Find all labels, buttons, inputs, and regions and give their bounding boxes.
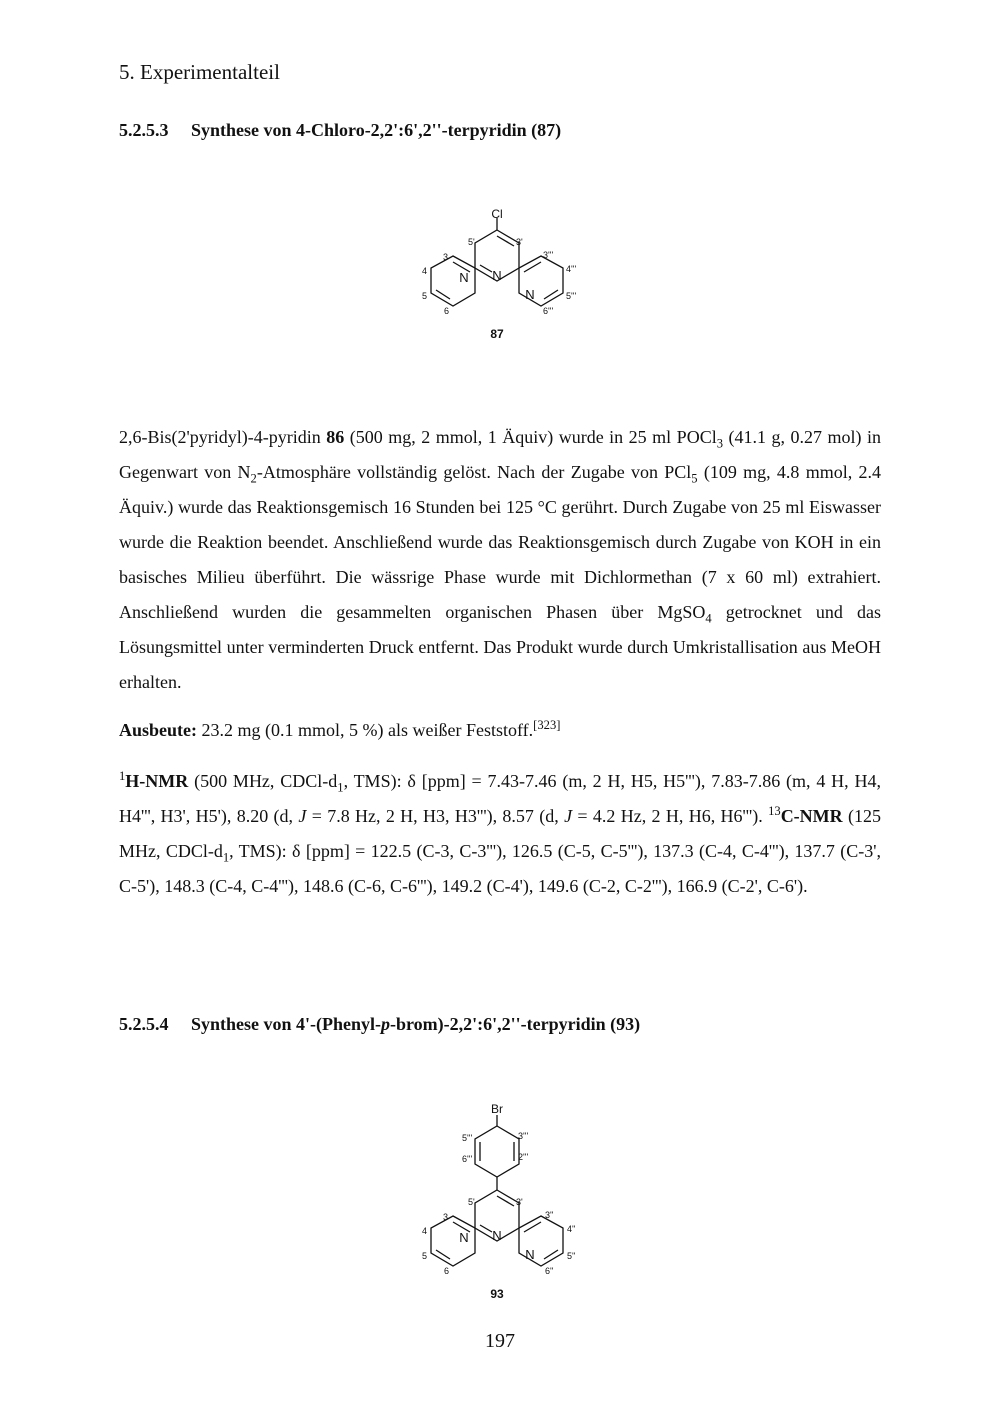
locant-3-triple-prime: 3''' <box>518 1131 529 1141</box>
section-number: 5.2.5.3 <box>119 120 169 140</box>
section-number: 5.2.5.4 <box>119 1014 169 1034</box>
n-right-atom: N <box>525 1247 535 1262</box>
locant-4-double-prime: 4'' <box>567 1224 576 1234</box>
phenyl-ring <box>475 1126 519 1177</box>
locant-4-triple-prime: 4''' <box>566 264 577 274</box>
locant-2-triple-prime: 2''' <box>518 1152 529 1162</box>
locant-5-double-prime: 5'' <box>567 1251 576 1261</box>
locant-6: 6 <box>444 1266 450 1276</box>
chlorine-atom: Cl <box>491 207 503 221</box>
locant-6-triple-prime: 6''' <box>543 306 554 316</box>
n-center-atom: N <box>492 1228 502 1243</box>
page-number: 197 <box>485 1330 515 1352</box>
section-heading-text: Synthese von 4'-(Phenyl-p-brom)-2,2':6',2''-terpyridin (93) <box>191 1014 641 1034</box>
locant-5-triple-prime: 5''' <box>462 1133 473 1143</box>
n-left-atom: N <box>459 1230 469 1245</box>
locant-3-triple-prime: 3''' <box>543 250 554 260</box>
procedure-paragraph: 2,6-Bis(2'pyridyl)-4-pyridin 86 (500 mg, 2 mmol, 1 Äquiv) wurde in 25 ml POCl$_3$ (41.1 g, 0.27 mol) in Gegenwart von $N_2$-Atmosphäre vollständig gelöst. Nach der Zugabe von PCl$_5$ (109 mg, 4.8 mmol, 2.4 Äquiv.) wurde das Reaktionsgemisch 16 Stunden bei 125 °C gerührt. Durch Zugabe von 25 ml Eiswasser wurde die Reaktion beendet. Anschließend wurde das Reaktionsgemisch durch Zugabe von KOH in ein basisches Milieu überführt. Die wässrige Phase wurde mit Dichlormethan (7 x 60 ml) extrahiert. Anschließend wurden die gesammelten organischen Phasen über MgSO$_4$ getrocknet und das Lösungsmittel unter verminderten Druck entfernt. Das Produkt wurde durch Umkristallisation aus MeOH erhalten. <box>119 427 882 692</box>
nmr-paragraph: $^1$H-NMR (500 MHz, CDCl-$d_1$, TMS): δ [ppm] = 7.43-7.46 (m, 2 H, H5, H5'''), 7.83-7.86 (m, 4 H, H4, H4''', H3', H5'), 8.20 (d, J = 7.8 Hz, 2 H, H3, H3'''), 8.57 (d, J = 4.2 Hz, 2 H, H6, H6'''). $^{13}$C-NMR (125 MHz, CDCl-$d_1$, TMS): δ [ppm] = 122.5 (C-3, C-3'''), 126.5 (C-5, C-5'''), 137.3 (C-4, C-4'''), 137.7 (C-3', C-5'), 148.3 (C-4, C-4'''), 148.6 (C-6, C-6'''), 149.2 (C-4'), 149.6 (C-2, C-2'''), 166.9 (C-2', C-6'). <box>119 769 881 896</box>
h-nmr-label: H-NMR <box>125 771 189 791</box>
locant-5-prime: 5' <box>468 1197 475 1207</box>
locant-3: 3 <box>443 1212 449 1222</box>
locant-5: 5 <box>422 1251 428 1261</box>
locant-4: 4 <box>422 1226 428 1236</box>
locant-6-triple-prime: 6''' <box>462 1154 473 1164</box>
compound-label-93: 93 <box>490 1287 504 1301</box>
section-heading-text: Synthese von 4-Chloro-2,2':6',2''-terpyridin (87) <box>191 120 562 140</box>
locant-5: 5 <box>422 291 428 301</box>
n-left-atom: N <box>459 270 469 285</box>
c-nmr-label: C-NMR <box>780 806 843 826</box>
reference-323: [323] <box>533 718 561 732</box>
yield-label: Ausbeute: <box>119 720 198 740</box>
yield-line: Ausbeute: 23.2 mg (0.1 mmol, 5 %) als weißer Feststoff.[323] <box>119 718 561 740</box>
n-center-atom: N <box>492 268 502 283</box>
locant-5-prime: 5' <box>468 237 475 247</box>
bromine-atom: Br <box>491 1102 503 1116</box>
running-head: 5. Experimentalteil <box>119 60 280 84</box>
locant-3-prime: 3' <box>516 237 523 247</box>
compound-ref-86: 86 <box>326 427 345 447</box>
locant-3-prime: 3' <box>516 1197 523 1207</box>
locant-6: 6 <box>444 306 450 316</box>
compound-label-87: 87 <box>490 327 504 341</box>
n-right-atom: N <box>525 287 535 302</box>
locant-5-triple-prime: 5''' <box>566 291 577 301</box>
locant-3: 3 <box>443 252 449 262</box>
locant-6-double-prime: 6'' <box>545 1266 554 1276</box>
locant-3-double-prime: 3'' <box>545 1210 554 1220</box>
locant-4: 4 <box>422 266 428 276</box>
